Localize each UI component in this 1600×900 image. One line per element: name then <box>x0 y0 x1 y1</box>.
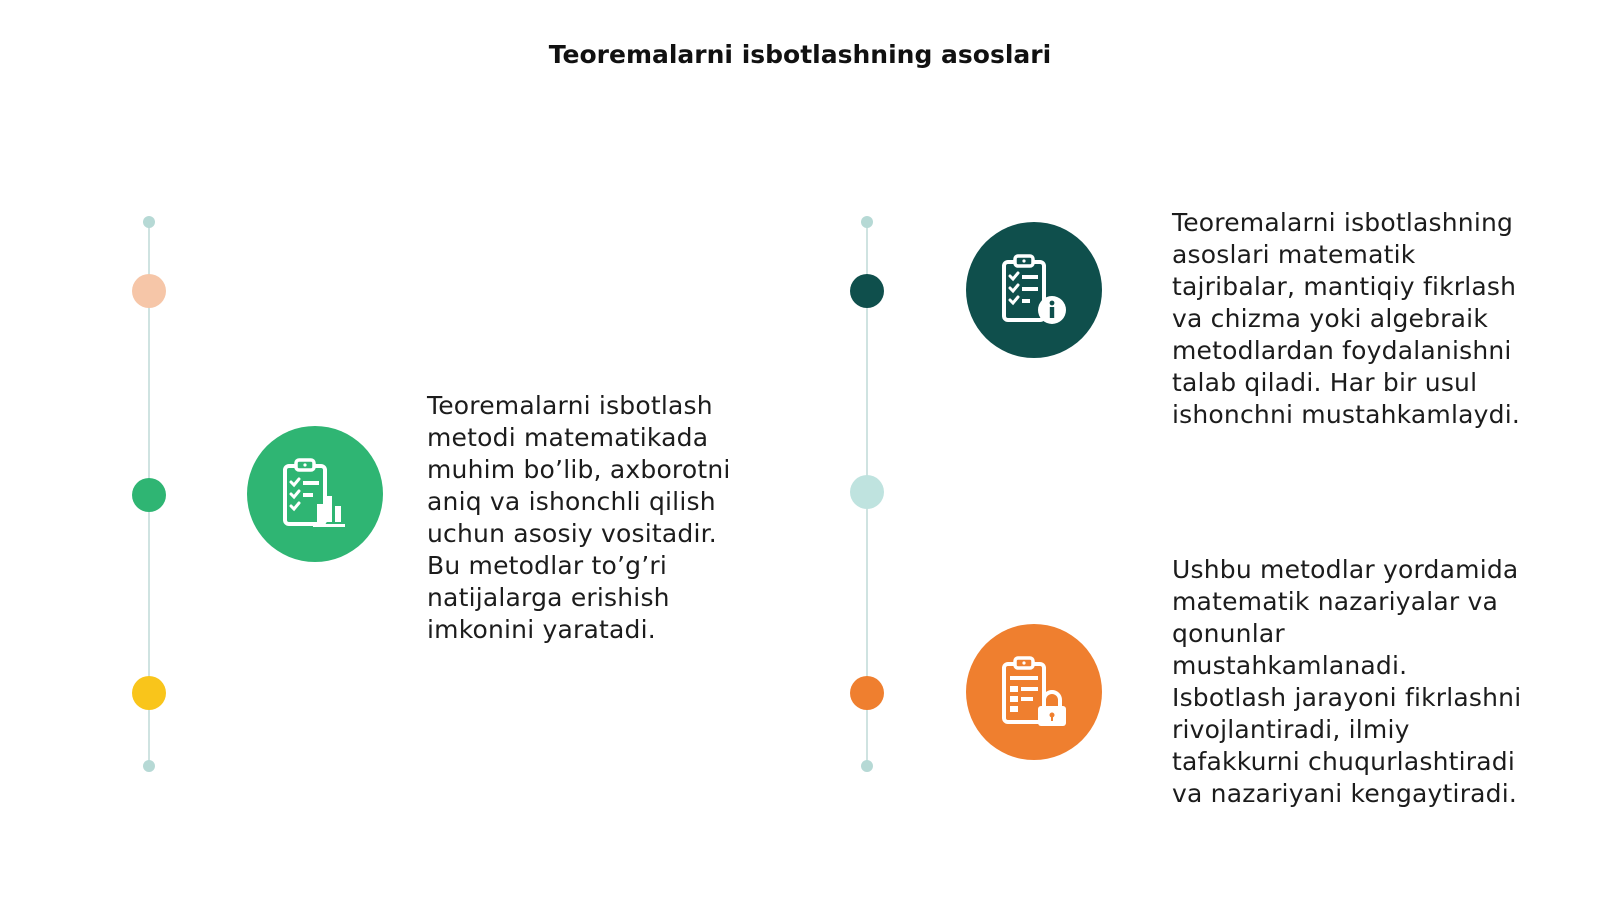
text-line: Ushbu metodlar yordamida <box>1172 555 1519 584</box>
text-line: muhim bo’lib, axborotni <box>427 455 731 484</box>
item-2-text <box>1172 207 1582 431</box>
timeline-node-1 <box>132 274 166 308</box>
page-title: Teoremalarni isbotlashning asoslari <box>548 40 1052 69</box>
text-line: rivojlantiradi, ilmiy <box>1172 715 1410 744</box>
item-1-text <box>427 390 787 646</box>
timeline-start-cap <box>143 216 155 228</box>
text-line: natijalarga erishish <box>427 583 670 612</box>
timeline-node-3 <box>132 676 166 710</box>
timeline-node-1 <box>850 274 884 308</box>
timeline-node-2 <box>850 475 884 509</box>
text-line: Teoremalarni isbotlashning <box>1172 208 1514 237</box>
text-line: tajribalar, mantiqiy fikrlash <box>1172 272 1517 301</box>
text-line: metodlardan foydalanishni <box>1172 336 1512 365</box>
text-line: va nazariyani kengaytiradi. <box>1172 779 1518 808</box>
text-line: talab qiladi. Har bir usul <box>1172 368 1478 397</box>
text-line: asoslari matematik <box>1172 240 1416 269</box>
timeline-node-3 <box>850 676 884 710</box>
text-line: Isbotlash jarayoni fikrlashni <box>1172 683 1522 712</box>
text-line: mustahkamlanadi. <box>1172 651 1408 680</box>
item-3-text <box>1172 554 1582 810</box>
clipboard-chart-icon <box>247 426 383 562</box>
text-line: uchun asosiy vositadir. <box>427 519 717 548</box>
text-line: qonunlar <box>1172 619 1285 648</box>
text-line: Bu metodlar to’g’ri <box>427 551 668 580</box>
text-line: matematik nazariyalar va <box>1172 587 1499 616</box>
text-line: aniq va ishonchli qilish <box>427 487 716 516</box>
text-line: metodi matematikada <box>427 423 709 452</box>
timeline-start-cap <box>861 216 873 228</box>
text-line: Teoremalarni isbotlash <box>427 391 713 420</box>
text-line: imkonini yaratadi. <box>427 615 656 644</box>
text-line: ishonchni mustahkamlaydi. <box>1172 400 1521 429</box>
timeline-end-cap <box>861 760 873 772</box>
text-line: tafakkurni chuqurlashtiradi <box>1172 747 1515 776</box>
timeline-end-cap <box>143 760 155 772</box>
clipboard-info-icon <box>966 222 1102 358</box>
timeline-node-2 <box>132 478 166 512</box>
text-line: va chizma yoki algebraik <box>1172 304 1489 333</box>
clipboard-lock-icon <box>966 624 1102 760</box>
